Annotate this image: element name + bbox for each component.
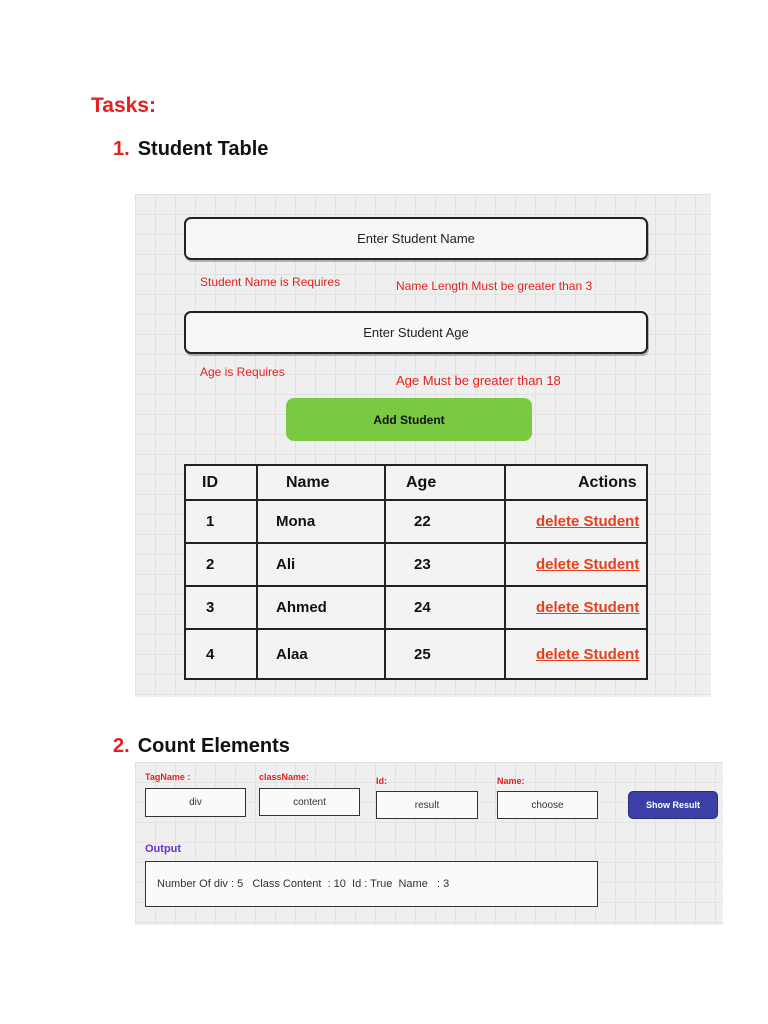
- header-name: Name: [257, 465, 385, 500]
- cell-id: 1: [185, 500, 257, 543]
- name-required-error: Student Name is Requires: [200, 275, 341, 289]
- delete-student-link[interactable]: delete Student: [505, 543, 647, 586]
- section-2-title: Count Elements: [137, 735, 290, 757]
- output-label: Output: [145, 843, 182, 855]
- cell-age: 22: [385, 500, 505, 543]
- cell-name: Ahmed: [257, 586, 385, 629]
- cell-id: 2: [185, 543, 257, 586]
- id-input[interactable]: [376, 791, 478, 819]
- table-header-row: [185, 465, 647, 500]
- tasks-heading: Tasks:: [91, 94, 156, 117]
- section-1-heading: [113, 138, 268, 161]
- add-student-label: Add Student: [373, 412, 445, 427]
- header-actions: Actions: [505, 465, 647, 500]
- cell-age: 23: [385, 543, 505, 586]
- cell-id: 4: [185, 629, 257, 679]
- student-table: [184, 464, 648, 680]
- table-row: [185, 629, 647, 679]
- tagname-value: div: [189, 797, 202, 808]
- delete-student-link[interactable]: delete Student: [505, 586, 647, 629]
- age-required-error: Age is Requires: [200, 365, 285, 379]
- delete-student-link[interactable]: delete Student: [505, 629, 647, 679]
- id-value: result: [414, 799, 440, 811]
- section-2-number: 2.: [113, 735, 130, 757]
- id-label: Id:: [376, 776, 387, 786]
- cell-age: 25: [385, 629, 505, 679]
- cell-name: Alaa: [257, 629, 385, 679]
- name-length-error: Name Length Must be greater than 3: [396, 279, 593, 293]
- table-row: [185, 543, 647, 586]
- classname-value: content: [293, 796, 326, 808]
- age-min-error: Age Must be greater than 18: [396, 373, 561, 388]
- section-2-heading: [113, 735, 290, 758]
- cell-age: 24: [385, 586, 505, 629]
- show-result-label: Show Result: [645, 800, 700, 810]
- name-value: choose: [531, 799, 564, 811]
- student-name-placeholder: Enter Student Name: [357, 231, 475, 246]
- cell-name: Mona: [257, 500, 385, 543]
- classname-input[interactable]: [259, 788, 360, 816]
- student-name-input[interactable]: [184, 217, 648, 260]
- output-text: Number Of div : 5 Class Content : 10 Id : True Name : 3: [157, 878, 450, 890]
- student-age-placeholder: Enter Student Age: [363, 325, 469, 340]
- cell-name: Ali: [257, 543, 385, 586]
- output-box: [145, 861, 598, 907]
- name-label: Name:: [497, 776, 525, 786]
- section-1-number: 1.: [113, 138, 130, 160]
- show-result-button[interactable]: [628, 791, 718, 819]
- header-id: ID: [185, 465, 257, 500]
- add-student-button[interactable]: [286, 398, 532, 441]
- classname-label: className:: [259, 772, 310, 782]
- header-age: Age: [385, 465, 505, 500]
- student-age-input[interactable]: [184, 311, 648, 354]
- table-row: [185, 586, 647, 629]
- tagname-label: TagName :: [145, 772, 191, 782]
- name-input[interactable]: [497, 791, 598, 819]
- table-row: [185, 500, 647, 543]
- tagname-input[interactable]: [145, 788, 246, 817]
- cell-id: 3: [185, 586, 257, 629]
- delete-student-link[interactable]: delete Student: [505, 500, 647, 543]
- section-1-title: Student Table: [137, 138, 269, 160]
